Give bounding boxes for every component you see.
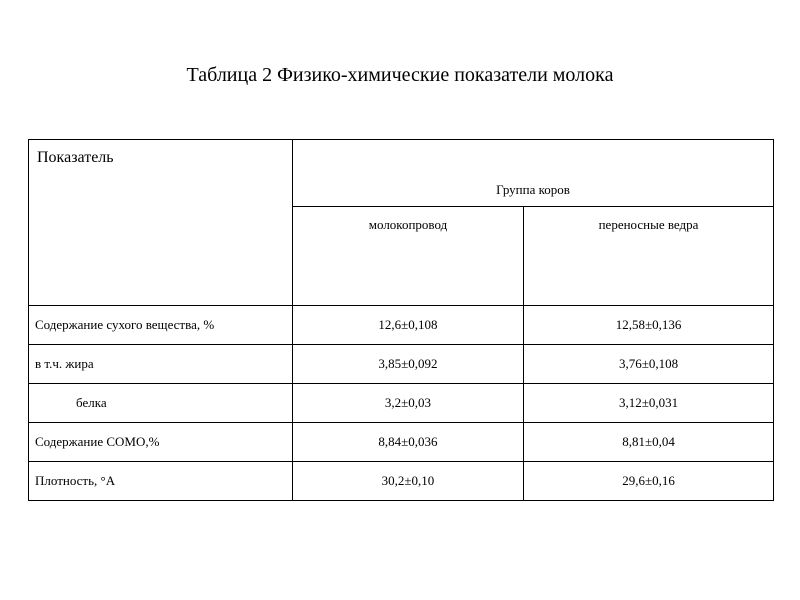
header-subgroup-portable-buckets: переносные ведра (524, 207, 774, 306)
table-row-density (29, 462, 774, 501)
row-label: в т.ч. жира (29, 345, 293, 384)
row-label: Содержание сухого вещества, % (29, 306, 293, 345)
row-value-pipeline: 12,6±0,108 (293, 306, 524, 345)
row-value-pipeline: 3,85±0,092 (293, 345, 524, 384)
table-row-dry-matter (29, 306, 774, 345)
row-value-pipeline: 30,2±0,10 (293, 462, 524, 501)
row-label: Плотность, °А (29, 462, 293, 501)
header-cow-group: Группа коров (293, 140, 774, 207)
table-row-fat (29, 345, 774, 384)
header-row-group (29, 140, 774, 207)
table-row-somo (29, 423, 774, 462)
row-value-pipeline: 3,2±0,03 (293, 384, 524, 423)
row-value-pipeline: 8,84±0,036 (293, 423, 524, 462)
row-value-buckets: 12,58±0,136 (524, 306, 774, 345)
row-value-buckets: 3,12±0,031 (524, 384, 774, 423)
header-subgroup-pipeline: молокопровод (293, 207, 524, 306)
row-label: Содержание СОМО,% (29, 423, 293, 462)
milk-indicators-table (28, 139, 774, 501)
table-title: Таблица 2 Физико-химические показатели молока (186, 64, 614, 86)
row-value-buckets: 29,6±0,16 (524, 462, 774, 501)
row-value-buckets: 3,76±0,108 (524, 345, 774, 384)
table-row-protein (29, 384, 774, 423)
header-indicator: Показатель (29, 140, 293, 306)
row-value-buckets: 8,81±0,04 (524, 423, 774, 462)
row-label: белка (29, 384, 293, 423)
